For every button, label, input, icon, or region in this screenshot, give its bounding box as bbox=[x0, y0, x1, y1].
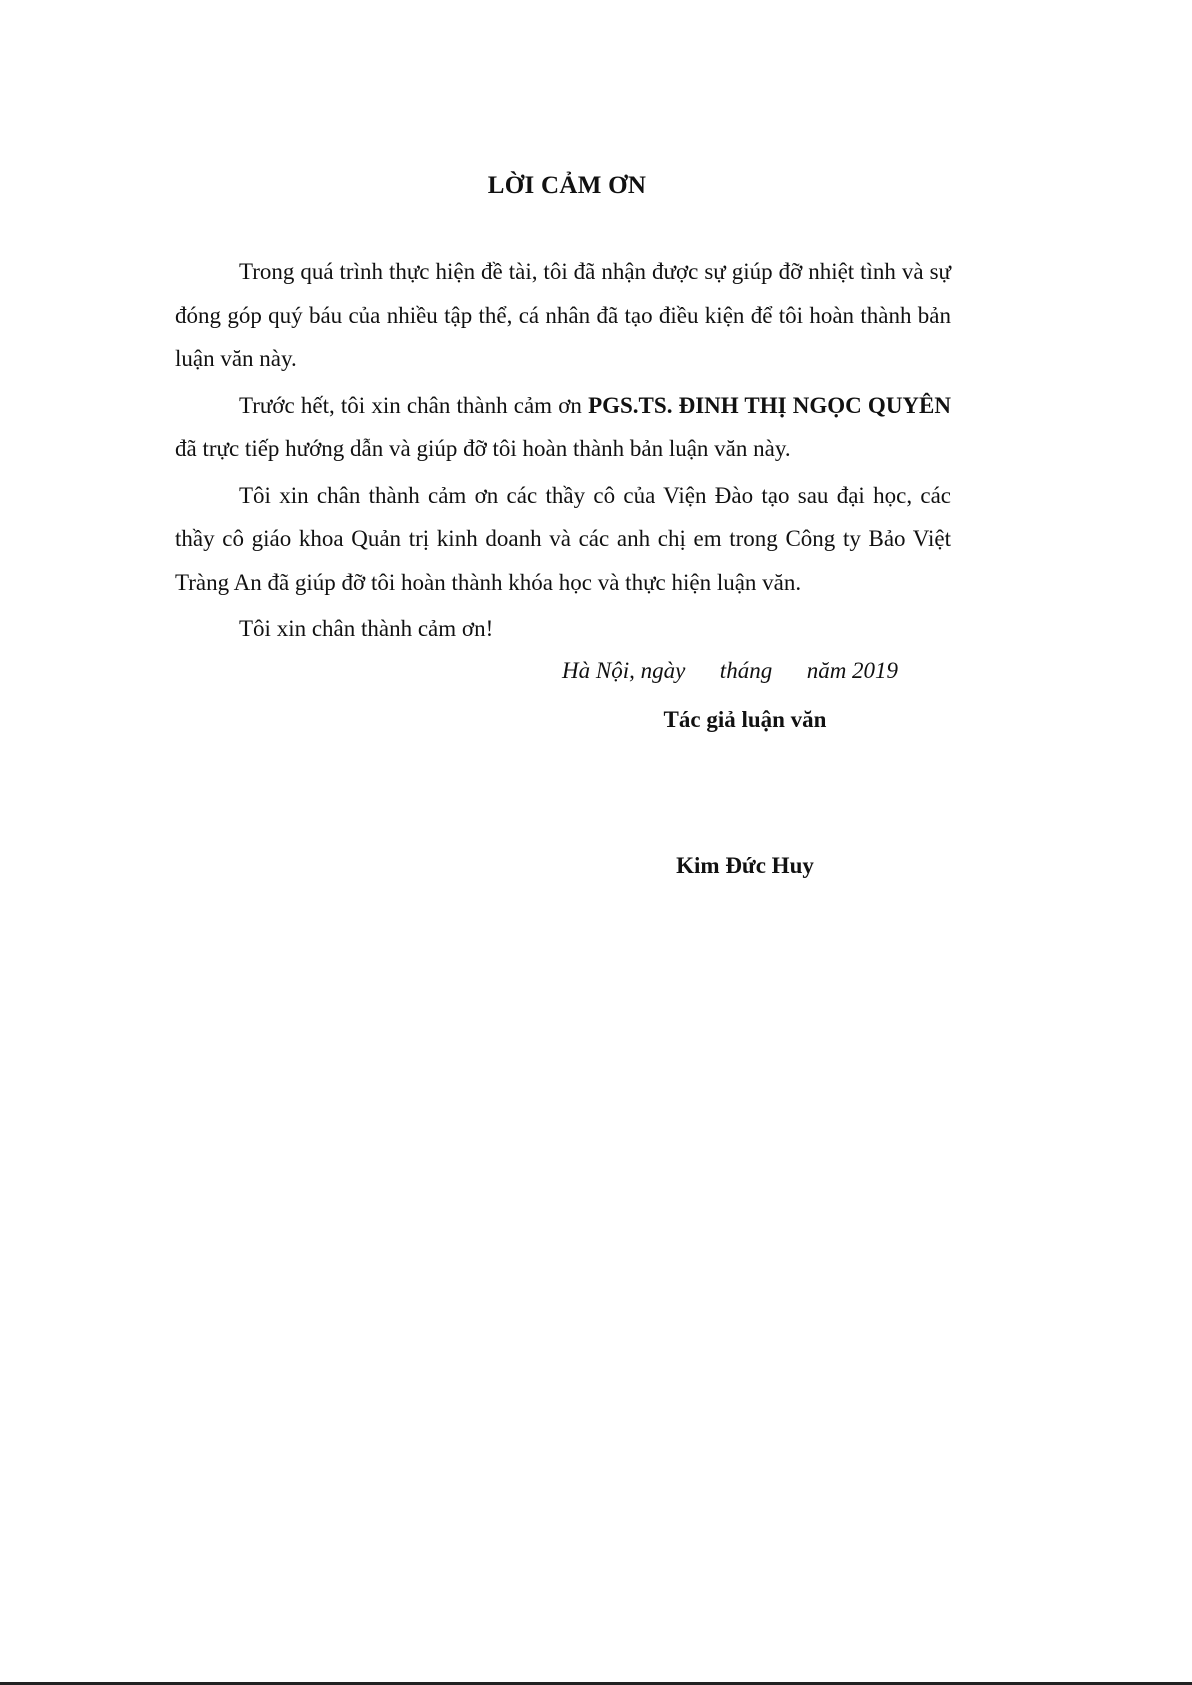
date-line: Hà Nội, ngày tháng năm 2019 bbox=[562, 658, 899, 683]
supervisor-name: PGS.TS. ĐINH THỊ NGỌC QUYÊN bbox=[588, 392, 951, 418]
paragraph-2 bbox=[175, 384, 951, 471]
paragraph-2-lead: Trước hết, tôi xin chân thành cảm ơn bbox=[239, 392, 589, 418]
paragraph-1: Trong quá trình thực hiện đề tài, tôi đã nhận được sự giúp đỡ nhiệt tình và sự đóng góp quý báu của nhiều tập thể, cá nhân đã tạo điều kiện để tôi hoàn thành bản luận văn này. bbox=[175, 259, 951, 371]
page-title: LỜI CẢM ƠN bbox=[487, 172, 647, 199]
author-label: Tác giả luận văn bbox=[663, 707, 827, 732]
paragraph-3: Tôi xin chân thành cảm ơn các thầy cô của Viện Đào tạo sau đại học, các thầy cô giáo khoa Quản trị kinh doanh và các anh chị em trong Công ty Bảo Việt Tràng An đã giúp đỡ tôi hoàn thành khóa học và thực hiện luận văn. bbox=[175, 482, 951, 595]
paragraph-2-tail: đã trực tiếp hướng dẫn và giúp đỡ tôi hoàn thành bản luận văn này. bbox=[175, 436, 791, 461]
paragraph-4: Tôi xin chân thành cảm ơn! bbox=[239, 616, 494, 641]
acknowledgement-body bbox=[175, 250, 951, 654]
author-name: Kim Đức Huy bbox=[676, 853, 814, 878]
